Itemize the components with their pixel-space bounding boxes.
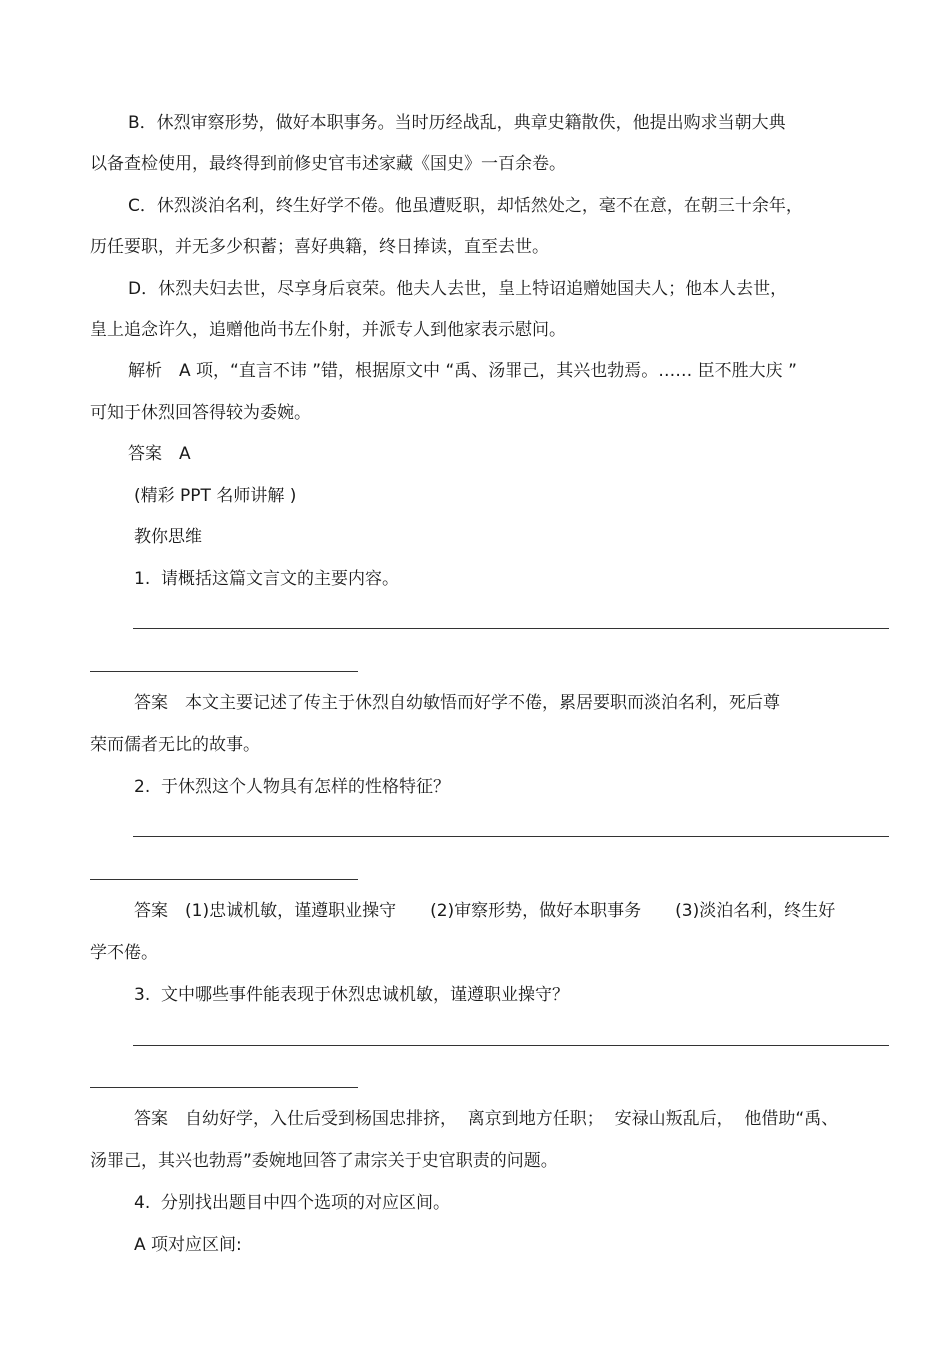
question-3: 3. 文中哪些事件能表现于休烈忠诚机敏，谨遵职业操守？: [134, 985, 570, 1005]
option-b-line-2: 以备查检使用，最终得到前修史官韦述家藏《国史》一百余卷。: [90, 154, 566, 174]
answer-2-line-2: 学不倦。: [90, 943, 158, 963]
question-4: 4. 分别找出题目中四个选项的对应区间。: [134, 1193, 451, 1213]
answer-1-line-2: 荣而儒者无比的故事。: [90, 735, 260, 755]
thinking-heading: 教你思维: [134, 527, 202, 547]
option-c-line-2: 历任要职，并无多少积蓄；喜好典籍，终日捧读，直至去世。: [90, 237, 549, 257]
ppt-heading: (精彩 PPT 名师讲解 ): [134, 486, 297, 506]
answer-blank-line-1a: [133, 628, 889, 629]
option-d-line-2: 皇上追念许久，追赠他尚书左仆射，并派专人到他家表示慰问。: [90, 320, 566, 340]
answer-3-line-2: 汤罪己，其兴也勃焉”委婉地回答了肃宗关于史官职责的问题。: [90, 1151, 558, 1171]
analysis-line-1: 解析 A 项，“直言不讳 ”错，根据原文中 “禹、汤罪己，其兴也勃焉。…… 臣不胜大庆 ”: [128, 361, 797, 381]
answer-blank-line-3b: [90, 1087, 358, 1088]
answer-blank-line-2a: [133, 836, 889, 837]
answer-1-line-1: 答案 本文主要记述了传主于休烈自幼敏悟而好学不倦，累居要职而淡泊名利，死后尊: [134, 693, 780, 713]
option-d-line-1: D．休烈夫妇去世，尽享身后哀荣。他夫人去世，皇上特诏追赠她国夫人；他本人去世，: [128, 279, 788, 299]
answer-blank-line-2b: [90, 879, 358, 880]
answer-main: 答案 A: [128, 444, 191, 464]
option-c-line-1: C．休烈淡泊名利，终生好学不倦。他虽遭贬职，却恬然处之，毫不在意，在朝三十余年，: [128, 196, 803, 216]
answer-blank-line-1b: [90, 671, 358, 672]
question-1: 1. 请概括这篇文言文的主要内容。: [134, 569, 400, 589]
question-4-sub-a: A 项对应区间:: [134, 1235, 242, 1255]
answer-3-line-1: 答案 自幼好学，入仕后受到杨国忠排挤， 离京到地方任职； 安禄山叛乱后， 他借助“禹、: [134, 1109, 839, 1129]
answer-blank-line-3a: [133, 1045, 889, 1046]
analysis-line-2: 可知于休烈回答得较为委婉。: [90, 403, 311, 423]
option-b-line-1: B．休烈审察形势，做好本职事务。当时历经战乱，典章史籍散佚，他提出购求当朝大典: [128, 113, 786, 133]
question-2: 2. 于休烈这个人物具有怎样的性格特征？: [134, 777, 451, 797]
answer-2-line-1: 答案 (1)忠诚机敏，谨遵职业操守 (2)审察形势，做好本职事务 (3)淡泊名利，终生好: [134, 901, 836, 921]
